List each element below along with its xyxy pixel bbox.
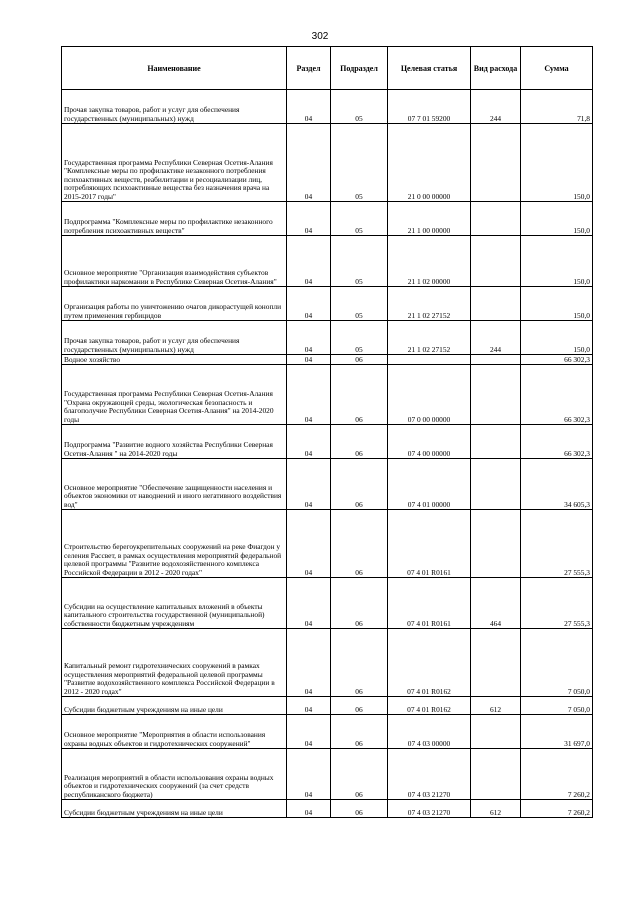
cell-name: Строительство берегоукрепительных сооружений на реке Фиагдон у селения Рассвет, в рамках осуществления мероприятий федеральной целевой программы "Развитие водохозяйственного комплекса Российской Федерации в 2012 - 2020 годах" — [62, 510, 287, 578]
cell-type — [471, 629, 521, 697]
cell-section: 04 — [287, 90, 331, 124]
table-header-row — [62, 47, 593, 90]
cell-sum: 34 605,3 — [521, 459, 593, 510]
cell-subsection: 06 — [331, 715, 388, 749]
table-row — [62, 629, 593, 697]
table-row — [62, 90, 593, 124]
cell-sum: 27 555,3 — [521, 578, 593, 629]
table-row — [62, 715, 593, 749]
table-row — [62, 287, 593, 321]
table-row — [62, 365, 593, 425]
cell-subsection: 06 — [331, 629, 388, 697]
cell-target: 07 7 01 59200 — [388, 90, 471, 124]
table-row — [62, 749, 593, 800]
cell-target: 21 1 02 27152 — [388, 321, 471, 355]
cell-type — [471, 510, 521, 578]
cell-sum: 66 302,3 — [521, 365, 593, 425]
cell-type — [471, 236, 521, 287]
cell-type — [471, 287, 521, 321]
header-sum: Сумма — [521, 47, 593, 90]
cell-section: 04 — [287, 578, 331, 629]
cell-target: 07 4 00 00000 — [388, 425, 471, 459]
cell-name: Субсидии бюджетным учреждениям на иные цели — [62, 800, 287, 818]
cell-section: 04 — [287, 202, 331, 236]
cell-name: Подпрограмма "Комплексные меры по профилактике незаконного потребления психоактивных веществ" — [62, 202, 287, 236]
cell-sum: 7 050,0 — [521, 629, 593, 697]
cell-section: 04 — [287, 321, 331, 355]
header-section: Раздел — [287, 47, 331, 90]
cell-subsection: 05 — [331, 287, 388, 321]
cell-target: 07 4 03 21270 — [388, 749, 471, 800]
cell-target: 21 1 02 00000 — [388, 236, 471, 287]
cell-name: Водное хозяйство — [62, 355, 287, 365]
table-row — [62, 236, 593, 287]
cell-name: Капитальный ремонт гидротехнических сооружений в рамках осуществления мероприятий федеральной целевой программы "Развитие водохозяйственного комплекса Российской Федерации в 2012 - 2020 годах" — [62, 629, 287, 697]
cell-name: Субсидии на осуществление капитальных вложений в объекты капитального строительства государственной (муниципальной) собственности бюджетным учреждениям — [62, 578, 287, 629]
cell-subsection: 06 — [331, 697, 388, 715]
cell-name: Основное мероприятие "Мероприятия в области использования охраны водных объектов и гидротехнических сооружений" — [62, 715, 287, 749]
cell-type: 244 — [471, 90, 521, 124]
cell-section: 04 — [287, 697, 331, 715]
cell-type — [471, 715, 521, 749]
cell-type — [471, 365, 521, 425]
cell-sum: 27 555,3 — [521, 510, 593, 578]
cell-subsection: 06 — [331, 749, 388, 800]
cell-section: 04 — [287, 355, 331, 365]
cell-section: 04 — [287, 236, 331, 287]
cell-type — [471, 355, 521, 365]
table-row — [62, 124, 593, 202]
cell-target: 07 4 01 R0162 — [388, 629, 471, 697]
header-name: Наименование — [62, 47, 287, 90]
cell-target: 21 0 00 00000 — [388, 124, 471, 202]
cell-sum: 66 302,3 — [521, 425, 593, 459]
cell-type: 464 — [471, 578, 521, 629]
cell-name: Основное мероприятие "Организация взаимодействия субъектов профилактики наркомании в Республике Северная Осетия-Алания" — [62, 236, 287, 287]
cell-target: 07 4 01 00000 — [388, 459, 471, 510]
cell-section: 04 — [287, 459, 331, 510]
cell-section: 04 — [287, 510, 331, 578]
cell-target: 07 4 01 R0161 — [388, 510, 471, 578]
cell-section: 04 — [287, 124, 331, 202]
cell-sum: 7 260,2 — [521, 749, 593, 800]
cell-section: 04 — [287, 749, 331, 800]
table-row — [62, 355, 593, 365]
table-row — [62, 697, 593, 715]
budget-table — [61, 46, 593, 818]
table-row — [62, 202, 593, 236]
cell-name: Государственная программа Республики Северная Осетия-Алания "Охрана окружающей среды, экологическая безопасность и благополучие Республики Северная Осетия-Алания" на 2014-2020 годы — [62, 365, 287, 425]
cell-subsection: 06 — [331, 355, 388, 365]
cell-subsection: 05 — [331, 202, 388, 236]
cell-type: 612 — [471, 800, 521, 818]
cell-target: 07 4 03 21270 — [388, 800, 471, 818]
header-subsection: Подраздел — [331, 47, 388, 90]
cell-subsection: 06 — [331, 459, 388, 510]
cell-target: 07 0 00 00000 — [388, 365, 471, 425]
cell-subsection: 05 — [331, 321, 388, 355]
cell-target: 07 4 03 00000 — [388, 715, 471, 749]
cell-sum: 150,0 — [521, 202, 593, 236]
cell-name: Основное мероприятие "Обеспечение защищенности населения и объектов экономики от наводнений и иного негативного воздействия вод" — [62, 459, 287, 510]
table-row — [62, 321, 593, 355]
cell-section: 04 — [287, 287, 331, 321]
cell-subsection: 06 — [331, 425, 388, 459]
cell-sum: 150,0 — [521, 124, 593, 202]
cell-type — [471, 124, 521, 202]
cell-type: 244 — [471, 321, 521, 355]
cell-sum: 7 050,0 — [521, 697, 593, 715]
cell-name: Прочая закупка товаров, работ и услуг для обеспечения государственных (муниципальных) нужд — [62, 90, 287, 124]
cell-name: Организация работы по уничтожению очагов дикорастущей конопли путем применения гербицидов — [62, 287, 287, 321]
cell-name: Субсидии бюджетным учреждениям на иные цели — [62, 697, 287, 715]
cell-section: 04 — [287, 629, 331, 697]
cell-sum: 150,0 — [521, 287, 593, 321]
header-target: Целевая статья — [388, 47, 471, 90]
table-row — [62, 425, 593, 459]
table-row — [62, 459, 593, 510]
cell-target — [388, 355, 471, 365]
cell-subsection: 06 — [331, 510, 388, 578]
cell-name: Реализация мероприятий в области использования охраны водных объектов и гидротехнических сооружений (за счет средств республиканского бюджета) — [62, 749, 287, 800]
cell-type: 612 — [471, 697, 521, 715]
cell-section: 04 — [287, 800, 331, 818]
cell-subsection: 05 — [331, 236, 388, 287]
cell-target: 07 4 01 R0161 — [388, 578, 471, 629]
cell-subsection: 05 — [331, 124, 388, 202]
cell-type — [471, 202, 521, 236]
cell-sum: 7 260,2 — [521, 800, 593, 818]
cell-section: 04 — [287, 365, 331, 425]
cell-name: Прочая закупка товаров, работ и услуг для обеспечения государственных (муниципальных) нужд — [62, 321, 287, 355]
cell-subsection: 05 — [331, 90, 388, 124]
page-number: 302 — [311, 31, 329, 42]
header-type: Вид расхода — [471, 47, 521, 90]
cell-sum: 150,0 — [521, 321, 593, 355]
cell-type — [471, 425, 521, 459]
table-row — [62, 510, 593, 578]
cell-sum: 66 302,3 — [521, 355, 593, 365]
table-row — [62, 578, 593, 629]
cell-sum: 150,0 — [521, 236, 593, 287]
table-body — [62, 90, 593, 818]
cell-section: 04 — [287, 425, 331, 459]
table-row — [62, 800, 593, 818]
cell-target: 07 4 01 R0162 — [388, 697, 471, 715]
cell-section: 04 — [287, 715, 331, 749]
cell-target: 21 1 00 00000 — [388, 202, 471, 236]
cell-sum: 71,8 — [521, 90, 593, 124]
cell-type — [471, 459, 521, 510]
cell-name: Государственная программа Республики Северная Осетия-Алания "Комплексные меры по профилактике незаконного потребления психоактивных веществ, реабилитации и ресоциализации лиц, потребляющих психоактивные вещества без назначения врача на 2015-2017 годы" — [62, 124, 287, 202]
cell-subsection: 06 — [331, 365, 388, 425]
cell-sum: 31 697,0 — [521, 715, 593, 749]
cell-target: 21 1 02 27152 — [388, 287, 471, 321]
cell-subsection: 06 — [331, 800, 388, 818]
cell-type — [471, 749, 521, 800]
cell-name: Подпрограмма "Развитие водного хозяйства Республики Северная Осетия-Алания " на 2014-2020 годы — [62, 425, 287, 459]
cell-subsection: 06 — [331, 578, 388, 629]
